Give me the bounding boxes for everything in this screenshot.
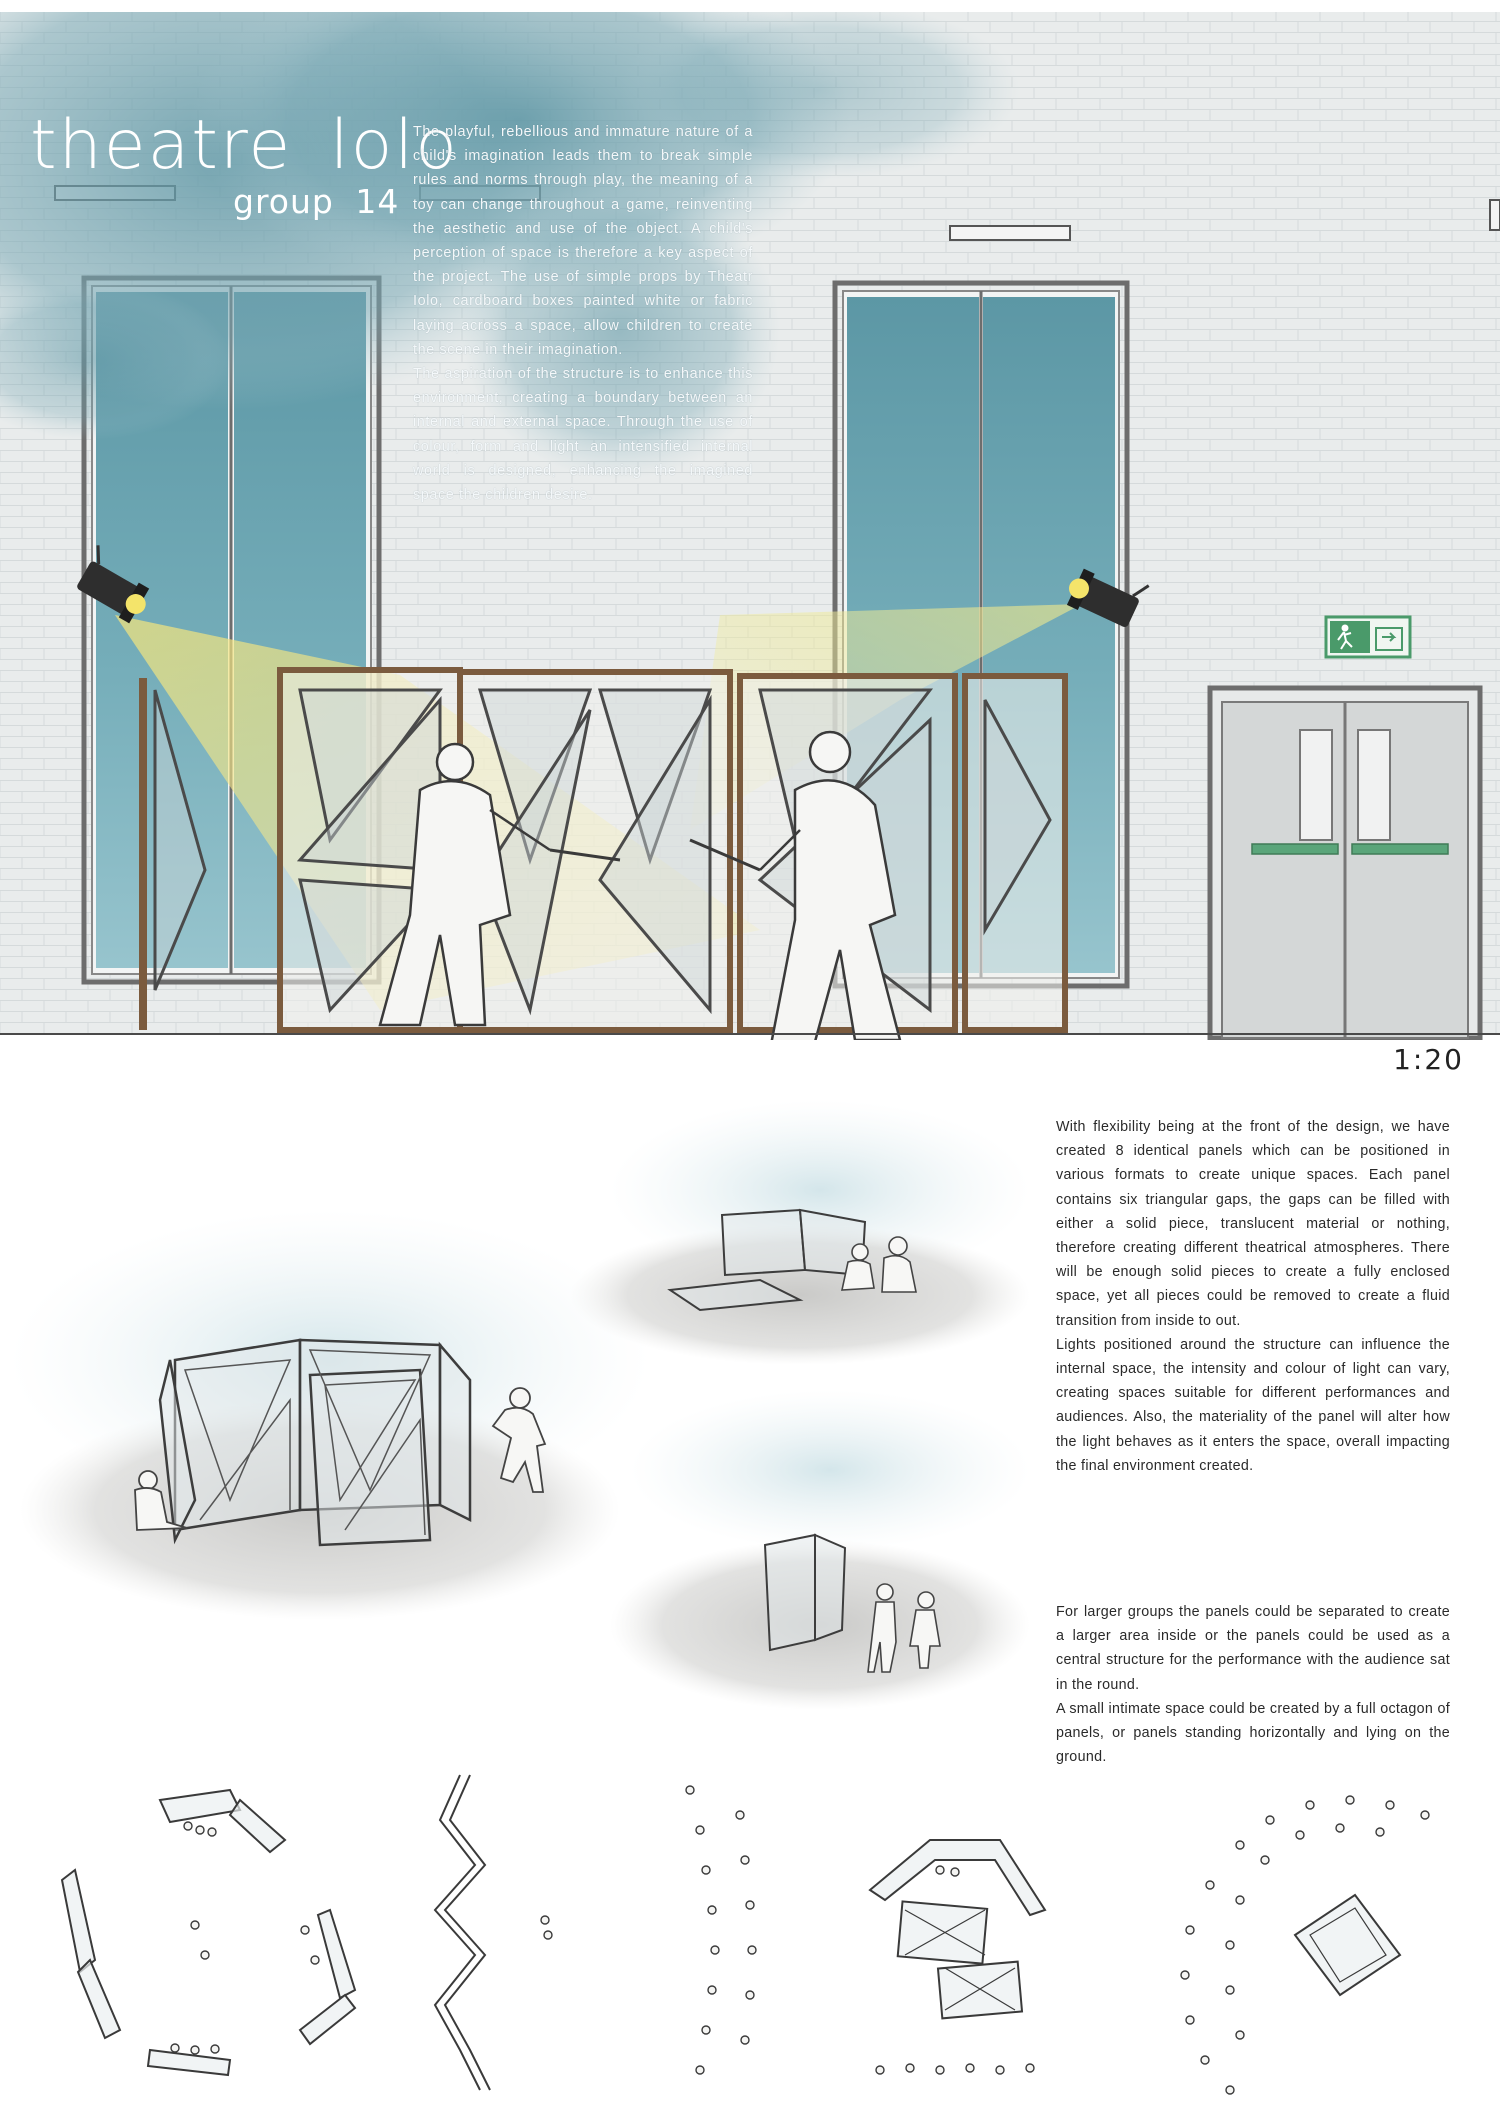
design-description	[1056, 1115, 1450, 1478]
plan-configurations	[0, 1760, 1500, 2121]
plan-zigzag	[435, 1775, 490, 2090]
perspective-vignettes	[0, 1085, 1040, 1775]
vignette-corner	[570, 1100, 1030, 1365]
plan-square	[1295, 1895, 1400, 1995]
page-title: theatre lolo	[30, 106, 459, 185]
layout-description	[1056, 1600, 1450, 1769]
intro-paragraph: The playful, rebellious and immature nature of a child's imagination leads them to break simple rules and norms through play, the meaning of a toy can change throughout a game, reinventing the aesthetic and use of the object. A child's perception of space is therefore a key aspect of the project. The use of simple props by Theatr Iolo, cardboard boxes painted white or fabric laying across a space, allow children to create the scene in their imagination.	[413, 124, 753, 358]
description-paragraph: With flexibility being at the front of the design, we have created 8 identical panels which can be positioned in various formats to create unique spaces. Each panel contains six triangular gaps, the gaps can be filled with either a solid piece, translucent material or nothing, therefore creating different theatrical atmospheres. There will be enough solid pieces to create a fully enclosed space, yet all pieces could be removed to create a fluid transition from inside to out.	[1056, 1119, 1450, 1329]
description-paragraph: Lights positioned around the structure can influence the internal space, the intensity and colour of light can vary, creating spaces suitable for different performances and audiences. Also, the materiality of the panel will alter how the light behaves as it enters the space, overall impacting the final environment created.	[1056, 1336, 1450, 1474]
vignette-pair	[610, 1390, 1030, 1710]
scale-label: 1:20	[1393, 1043, 1464, 1076]
intro-text	[413, 120, 753, 507]
exit-door	[1210, 688, 1480, 1038]
plan-stage	[870, 1840, 1045, 2018]
exit-sign-icon	[1326, 617, 1410, 657]
page-subtitle: group 14	[233, 182, 400, 221]
intro-paragraph: The aspiration of the structure is to enhance this environment, creating a boundary between an internal and external space. Through the use of colour, form and light an intensified internal world is designed, enhancing the imagined space the children desire.	[413, 366, 753, 504]
layout-paragraph: For larger groups the panels could be separated to create a larger area inside or the panels could be used as a central structure for the performance with the audience sat in the round.	[1056, 1604, 1450, 1693]
vignette-octagon	[10, 1210, 650, 1620]
audience-marks	[171, 1786, 1429, 2094]
layout-paragraph: A small intimate space could be created by a full octagon of panels, or panels standing horizontally and lying on the ground.	[1056, 1700, 1450, 1766]
